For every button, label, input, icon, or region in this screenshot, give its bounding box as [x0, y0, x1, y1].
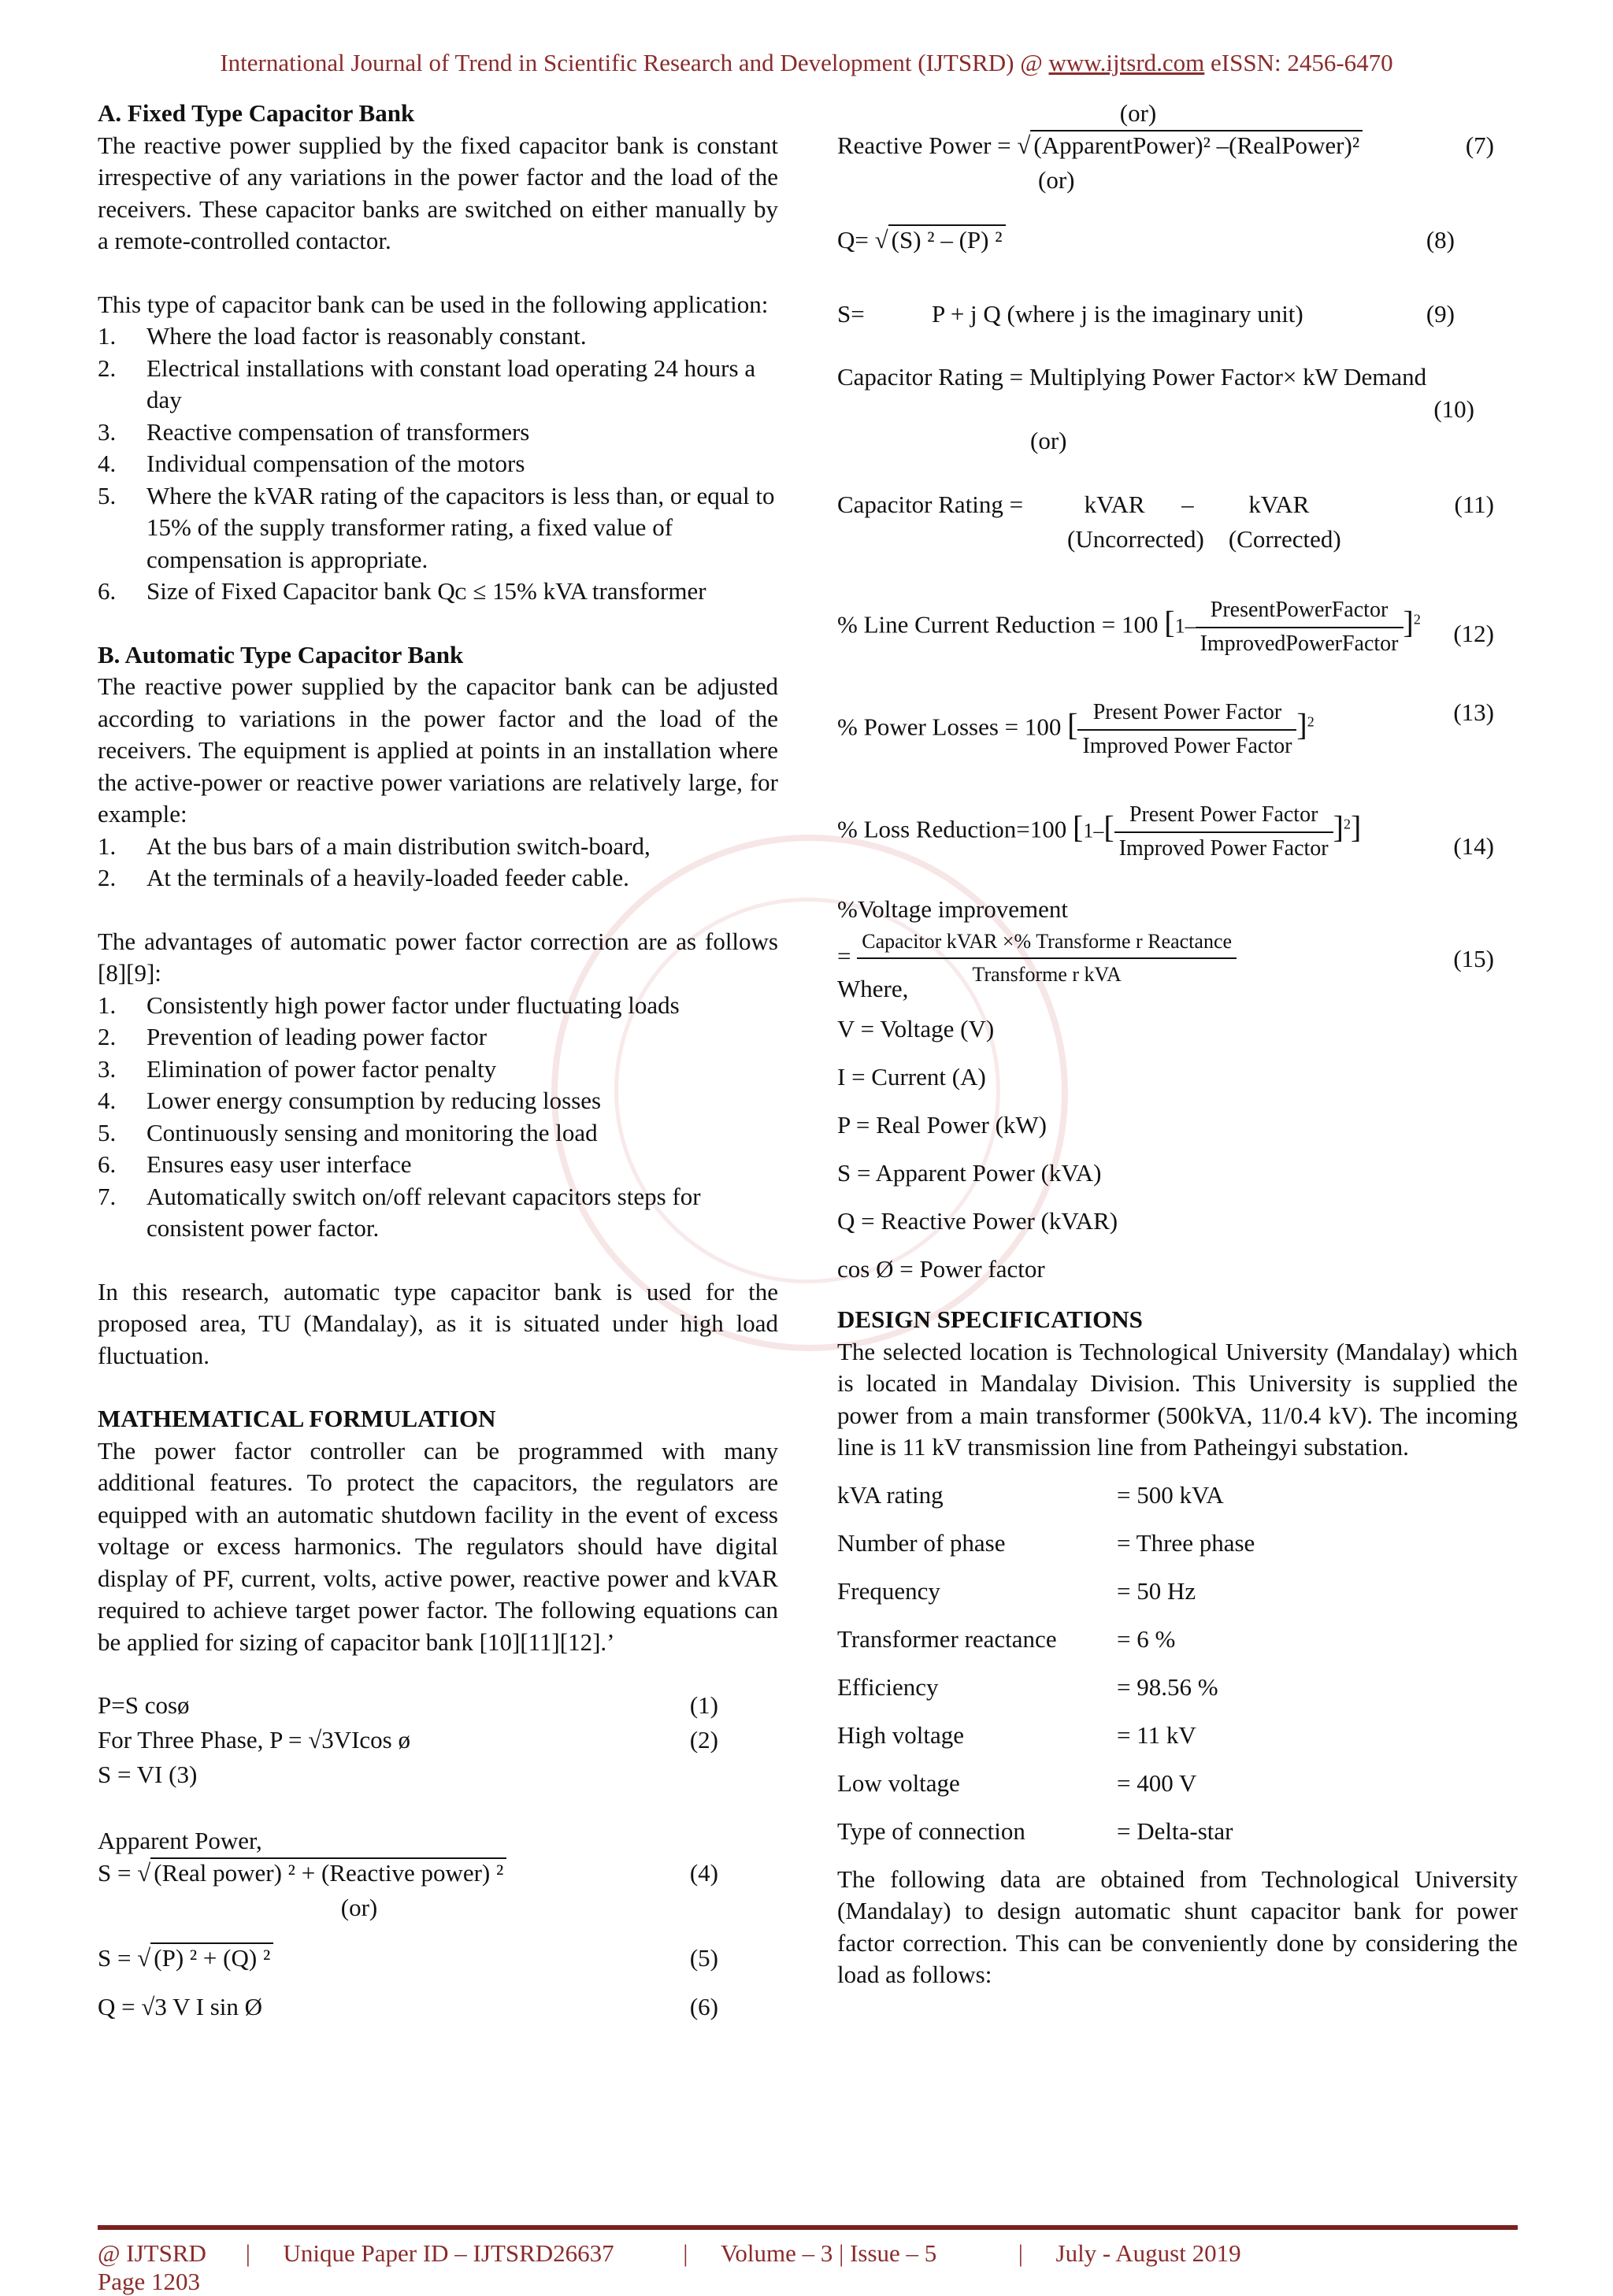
table-row: Low voltage = 400 V — [837, 1768, 1197, 1797]
math-formulation-title: MATHEMATICAL FORMULATION — [98, 1405, 496, 1432]
equation-5: S = √ (P) ² + (Q) ² (5) — [98, 1943, 718, 1972]
fixed-bank-list — [98, 320, 778, 608]
equation-11-sublabels: (Uncorrected) (Corrected) — [1067, 524, 1341, 553]
table-row: Number of phase = Three phase — [837, 1528, 1255, 1557]
equation-4: S = √ (Real power) ² + (Reactive power) ² (4) — [98, 1858, 718, 1887]
list-item: 6. Ensures easy user interface — [98, 1150, 412, 1178]
section-a-title: A. Fixed Type Capacitor Bank — [98, 99, 415, 127]
equation-10: Capacitor Rating = Multiplying Power Factor× kW Demand — [837, 363, 1427, 391]
list-item: Q = Reactive Power (kVAR) — [837, 1207, 1118, 1235]
equation-7: Reactive Power = √ (ApparentPower)² –(RealPower)² (7) — [837, 131, 1494, 159]
list-item: 5. Where the kVAR rating of the capacitors is less than, or equal to 15% of the supply transformer rating, a fixed value of compensation is appropriate. — [98, 481, 775, 573]
apparent-power-label: Apparent Power, — [98, 1827, 262, 1854]
footer-date: July - August 2019 — [1055, 2239, 1241, 2267]
design-specifications-title: DESIGN SPECIFICATIONS — [837, 1305, 1143, 1333]
equation-2: For Three Phase, P = √3VIcos ø (2) — [98, 1726, 718, 1753]
advantages-intro: The advantages of automatic power factor correction are as follows [8][9]: — [98, 927, 778, 987]
list-item: 4. Individual compensation of the motors — [98, 450, 525, 477]
list-item: cos Ø = Power factor — [837, 1255, 1045, 1283]
where-label: Where, — [837, 974, 909, 1002]
list-item: 2. Electrical installations with constant load operating 24 hours a day — [98, 354, 756, 413]
page-footer: @ IJTSRD | Unique Paper ID – IJTSRD26637 | Volume – 3 | Issue – 5 | July - August 2019 Page 1203 — [98, 2225, 1518, 2296]
journal-header: International Journal of Trend in Scientific Research and Development (IJTSRD) @ www.ijtsrd.com eISSN: 2456-6470 — [220, 49, 1393, 76]
variable-definitions — [837, 1005, 1518, 1293]
journal-link[interactable]: www.ijtsrd.com — [1048, 49, 1205, 76]
list-item: 2. At the terminals of a heavily-loaded feeder cable. — [98, 864, 629, 891]
list-item: P = Real Power (kW) — [837, 1111, 1047, 1139]
list-item: 7. Automatically switch on/off relevant capacitors steps for consistent power factor. — [98, 1182, 701, 1242]
research-paragraph: In this research, automatic type capacitor bank is used for the proposed area, TU (Mandalay), as it is situated under high load fluctuation. — [98, 1277, 778, 1369]
footer-paper-id: Unique Paper ID – IJTSRD26637 — [283, 2239, 614, 2267]
list-item: 3. Reactive compensation of transformers — [98, 417, 530, 446]
list-item: 6. Size of Fixed Capacitor bank Qᴄ ≤ 15% kVA transformer — [98, 577, 706, 605]
automatic-bank-list — [98, 831, 778, 894]
equation-13: % Power Losses = 100 [ $\frac{\text{Present Power Factor}}{\text{Improved Power Factor}}$ ]$^2$ (13) — [837, 698, 1494, 758]
list-item: 5. Continuously sensing and monitoring the load — [98, 1118, 598, 1146]
list-item: 4. Lower energy consumption by reducing losses — [98, 1087, 602, 1114]
advantages-list — [98, 990, 778, 1245]
section-a-paragraph: The reactive power supplied by the fixed capacitor bank is constant irrespective of any variations in the power factor and the load of the receivers. These capacitor banks are switched on either manually by a remote-controlled contactor. — [98, 131, 778, 254]
section-b-title: B. Automatic Type Capacitor Bank — [98, 640, 464, 668]
section-b-paragraph: The reactive power supplied by the capacitor bank can be adjusted according to variations in the power factor and the load of the receivers. The equipment is applied at points in an installation where the active-power or reactive power variations are relatively large, for example: — [98, 672, 778, 828]
table-row: kVA rating = 500 kVA — [837, 1480, 1224, 1509]
right-column — [837, 98, 1518, 1991]
list-item: 3. Elimination of power factor penalty — [98, 1054, 497, 1083]
or-label: (or) — [1030, 427, 1067, 454]
equation-9: S= P + j Q (where j is the imaginary unit) (9) — [837, 300, 1455, 328]
list-item: I = Current (A) — [837, 1063, 986, 1091]
equation-8: Q= √ (S) ² – (P) ² (8) — [837, 226, 1455, 254]
list-item: S = Apparent Power (kVA) — [837, 1159, 1102, 1187]
final-paragraph: The following data are obtained from Technological University (Mandalay) to design automatic shunt capacitor bank for power factor correction. This can be conveniently done by considering the load as follows: — [837, 1865, 1518, 1988]
or-label: (or) — [1038, 165, 1075, 194]
table-row: Type of connection = Delta-star — [837, 1816, 1233, 1845]
footer-volume: Volume – 3 | Issue – 5 — [721, 2239, 937, 2267]
table-row: High voltage = 11 kV — [837, 1720, 1196, 1749]
section-a-application-intro: This type of capacitor bank can be used in the following application: — [98, 290, 769, 318]
left-column — [98, 98, 778, 2026]
footer-page: Page 1203 — [98, 2268, 201, 2295]
list-item: 1. Consistently high power factor under fluctuating loads — [98, 991, 680, 1019]
equation-12: % Line Current Reduction = 100 [1– $\frac{\text{PresentPowerFactor}}{\text{ImprovedPowerFactor}}$ ]$^2$ (12) — [837, 594, 1518, 650]
list-item: 1. Where the load factor is reasonably constant. — [98, 322, 587, 350]
equation-3: S = VI (3) — [98, 1761, 198, 1788]
or-label: (or) — [1119, 99, 1157, 127]
table-row: Frequency = 50 Hz — [837, 1576, 1196, 1605]
list-item: 1. At the bus bars of a main distribution switch-board, — [98, 831, 651, 860]
equation-10-number: (10) — [1433, 394, 1474, 423]
math-formulation-paragraph: The power factor controller can be programmed with many additional features. To protect the capacitors, the regulators are equipped with an automatic shutdown facility in the event of excess voltage or excess harmonics. The regulators should have digital display of PF, current, volts, active power, reactive power and kVAR required to achieve target power factor. The following equations can be applied for sizing of capacitor bank [10][11][12].’ — [98, 1436, 778, 1656]
or-label: (or) — [340, 1893, 378, 1921]
list-item: 2. Prevention of leading power factor — [98, 1023, 488, 1050]
list-item: V = Voltage (V) — [837, 1015, 995, 1042]
equation-11: Capacitor Rating = kVAR – kVAR (11) — [837, 490, 1494, 518]
equation-6: Q = √3 V I sin Ø (6) — [98, 1992, 718, 2020]
table-row: Transformer reactance = 6 % — [837, 1624, 1176, 1653]
equation-14: % Loss Reduction=100 [1–[ $\frac{\text{Present Power Factor}}{\text{Improved Power Factor}}$ ]$^2$] (14) — [837, 799, 1518, 854]
specifications-table — [837, 1479, 1518, 1864]
equation-15-label: %Voltage improvement — [837, 895, 1069, 923]
design-specifications-paragraph: The selected location is Technological University (Mandalay) which is located in Mandalay Division. This University is supplied the power from a main transformer (500kVA, 11/0.4 kV). The incoming line is 11 kV transmission line from Patheingyi substation. — [837, 1337, 1518, 1461]
footer-journal: @ IJTSRD — [98, 2239, 206, 2267]
equation-15: = $\frac{\text{Capacitor kVAR ×\% Transforme r Reactance}}{\text{Transforme r kVA}}$ (15) — [837, 926, 1518, 973]
equation-1: P=S cosø (1) — [98, 1691, 718, 1719]
table-row: Efficiency = 98.56 % — [837, 1672, 1218, 1701]
